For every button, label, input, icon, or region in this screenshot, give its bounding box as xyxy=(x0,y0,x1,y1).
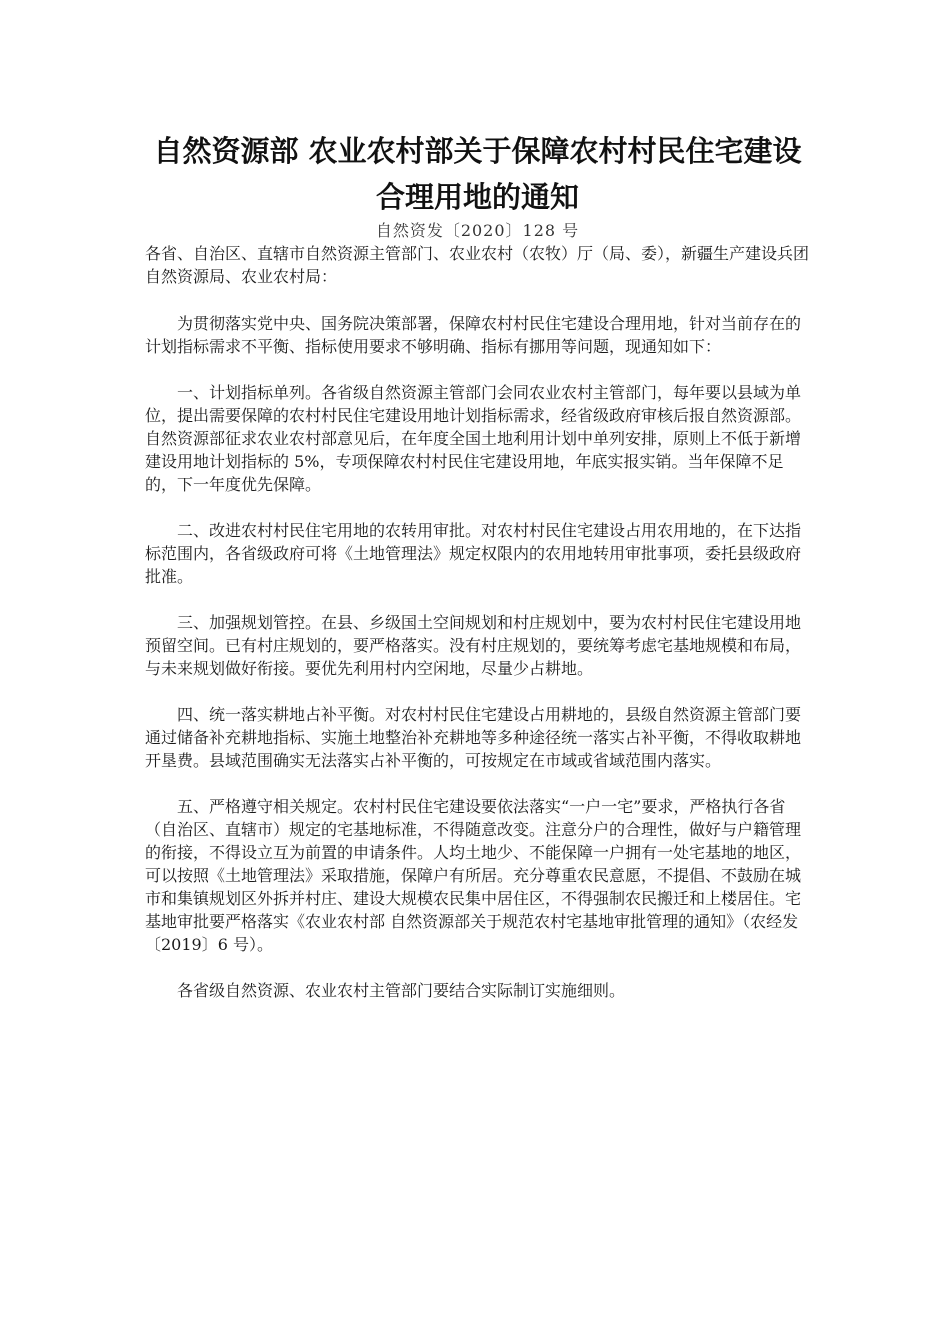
paragraph-intro: 为贯彻落实党中央、国务院决策部署，保障农村村民住宅建设合理用地，针对当前存在的计划指标需求不平衡、指标使用要求不够明确、指标有挪用等问题，现通知如下： xyxy=(145,314,802,356)
document-title xyxy=(145,128,810,220)
document-number: 自然资发〔2020〕128 号 xyxy=(375,221,580,240)
paragraph-item-2: 二、改进农村村民住宅用地的农转用审批。对农村村民住宅建设占用农用地的，在下达指标范围内，各省级政府可将《土地管理法》规定权限内的农用地转用审批事项，委托县级政府批准。 xyxy=(145,521,802,586)
paragraph-item-3: 三、加强规划管控。在县、乡级国土空间规划和村庄规划中，要为农村村民住宅建设用地预留空间。已有村庄规划的，要严格落实。没有村庄规划的，要统筹考虑宅基地规模和布局，与未来规划做好衔接。要优先利用村内空闲地，尽量少占耕地。 xyxy=(145,613,802,678)
paragraph-item-1: 一、计划指标单列。各省级自然资源主管部门会同农业农村主管部门，每年要以县域为单位，提出需要保障的农村村民住宅建设用地计划指标需求，经省级政府审核后报自然资源部。自然资源部征求农业农村部意见后，在年度全国土地利用计划中单列安排，原则上不低于新增建设用地计划指标的 5%，专项保障农村村民住宅建设用地，年底实报实销。当年保障不足的，下一年度优先保障。 xyxy=(145,383,802,494)
title-line-2: 合理用地的通知 xyxy=(375,180,579,214)
paragraph-item-5: 五、严格遵守相关规定。农村村民住宅建设要依法落实“一户一宅”要求，严格执行各省（自治区、直辖市）规定的宅基地标准，不得随意改变。注意分户的合理性，做好与户籍管理的衔接，不得设立互为前置的申请条件。人均土地少、不能保障一户拥有一处宅基地的地区，可以按照《土地管理法》采取措施，保障户有所居。充分尊重农民意愿，不提倡、不鼓励在城市和集镇规划区外拆并村庄、建设大规模农民集中居住区，不得强制农民搬迁和上楼居住。宅基地审批要严格落实《农业农村部 自然资源部关于规范农村宅基地审批管理的通知》（农经发〔2019〕6 号）。 xyxy=(145,797,802,954)
paragraph-item-4: 四、统一落实耕地占补平衡。对农村村民住宅建设占用耕地的，县级自然资源主管部门要通过储备补充耕地指标、实施土地整治补充耕地等多种途径统一落实占补平衡，不得收取耕地开垦费。县域范围确实无法落实占补平衡的，可按规定在市域或省域范围内落实。 xyxy=(145,705,802,770)
document-body xyxy=(145,312,810,1002)
addressee: 各省、自治区、直辖市自然资源主管部门、农业农村（农牧）厅（局、委），新疆生产建设兵团自然资源局、农业农村局： xyxy=(145,244,810,286)
document-page xyxy=(145,128,810,1002)
title-line-1: 自然资源部 农业农村部关于保障农村村民住宅建设 xyxy=(153,134,802,168)
paragraph-closing: 各省级自然资源、农业农村主管部门要结合实际制订实施细则。 xyxy=(177,981,626,1000)
